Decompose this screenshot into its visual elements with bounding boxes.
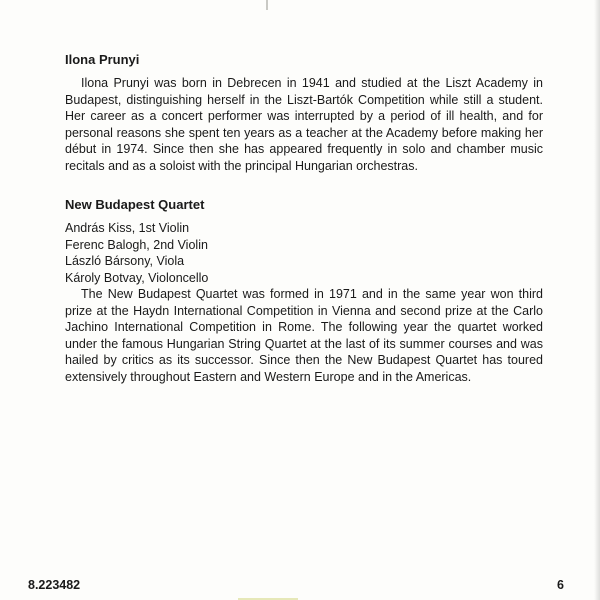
biography-paragraph: The New Budapest Quartet was formed in 1971 and in the same year won third prize at the Haydn International Competition in Vienna and second prize at the Carlo Jachino International Competition in Rome. The following year the quartet worked under the famous Hungarian String Quartet at the last of its summer courses and was hailed by critics as its successor. Since then the New Budapest Quartet has toured extensively throughout Eastern and Western Europe and in the Americas. — [65, 287, 543, 384]
main-content — [65, 51, 543, 385]
section-new-budapest-quartet — [65, 196, 543, 385]
member-item: Ferenc Balogh, 2nd Violin — [65, 237, 208, 252]
crop-mark — [266, 0, 268, 10]
member-item: Károly Botvay, Violoncello — [65, 270, 209, 285]
catalog-number: 8.223482 — [28, 578, 81, 592]
section-ilona-prunyi — [65, 51, 543, 174]
section-heading: Ilona Prunyi — [65, 52, 140, 67]
section-heading: New Budapest Quartet — [65, 197, 205, 212]
biography-paragraph: Ilona Prunyi was born in Debrecen in 1941 and studied at the Liszt Academy in Budapest, distinguishing herself in the Liszt-Bartók Competition while still a student. Her career as a concert performer was interrupted by a period of ill health, and for personal reasons she spent ten years as a teacher at the Academy before making her début in 1974. Since then she has appeared frequently in solo and chamber music recitals and as a soloist with the principal Hungarian orchestras. — [65, 76, 543, 173]
page-number: 6 — [557, 578, 564, 592]
member-item: László Bársony, Viola — [65, 254, 185, 268]
page-edge-shadow — [594, 0, 600, 600]
member-list — [65, 220, 543, 286]
member-item: András Kiss, 1st Violin — [65, 221, 190, 235]
